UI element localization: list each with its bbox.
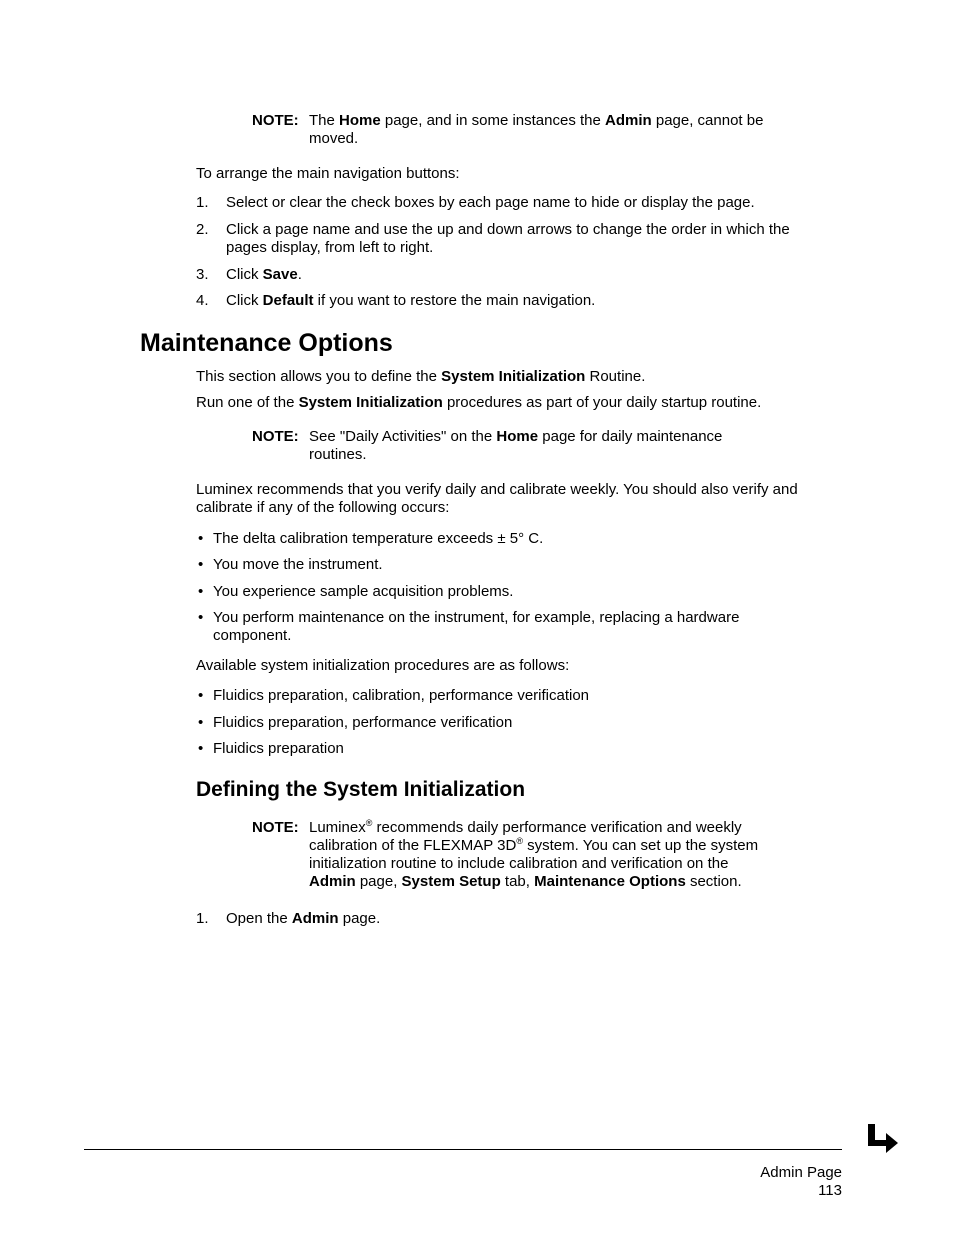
footer-title: Admin Page bbox=[760, 1164, 842, 1181]
note-label: NOTE: bbox=[252, 112, 299, 129]
note-text: Luminex® recommends daily performance verification and weekly calibration of the FLEXMAP 3D® system. You can set up the system initialization routine to include calibration and verification on the Admin page, System Setup tab, Maintenance Options section. bbox=[309, 818, 759, 890]
section-title: Maintenance Options bbox=[140, 329, 393, 357]
footer-divider bbox=[84, 1149, 842, 1150]
continue-arrow-icon bbox=[866, 1122, 900, 1154]
note-text: See "Daily Activities" on the Home page for daily maintenance routines. bbox=[309, 428, 723, 463]
para-run: Run one of the System Initialization procedures as part of your daily startup routine. bbox=[196, 394, 762, 411]
note-text: The Home page, and in some instances the Admin page, cannot be moved. bbox=[309, 112, 764, 147]
note-label: NOTE: bbox=[252, 428, 299, 445]
para-available: Available system initialization procedures are as follows: bbox=[196, 657, 570, 674]
para-recommend: Luminex recommends that you verify daily and calibrate weekly. You should also verify and calibrate if any of the following occurs: bbox=[196, 481, 798, 516]
arrange-intro: To arrange the main navigation buttons: bbox=[196, 165, 460, 182]
subsection-title: Defining the System Initialization bbox=[196, 778, 526, 801]
para-define: This section allows you to define the System Initialization Routine. bbox=[196, 368, 646, 385]
page-number: 113 bbox=[818, 1182, 842, 1199]
note-label: NOTE: bbox=[252, 819, 299, 836]
